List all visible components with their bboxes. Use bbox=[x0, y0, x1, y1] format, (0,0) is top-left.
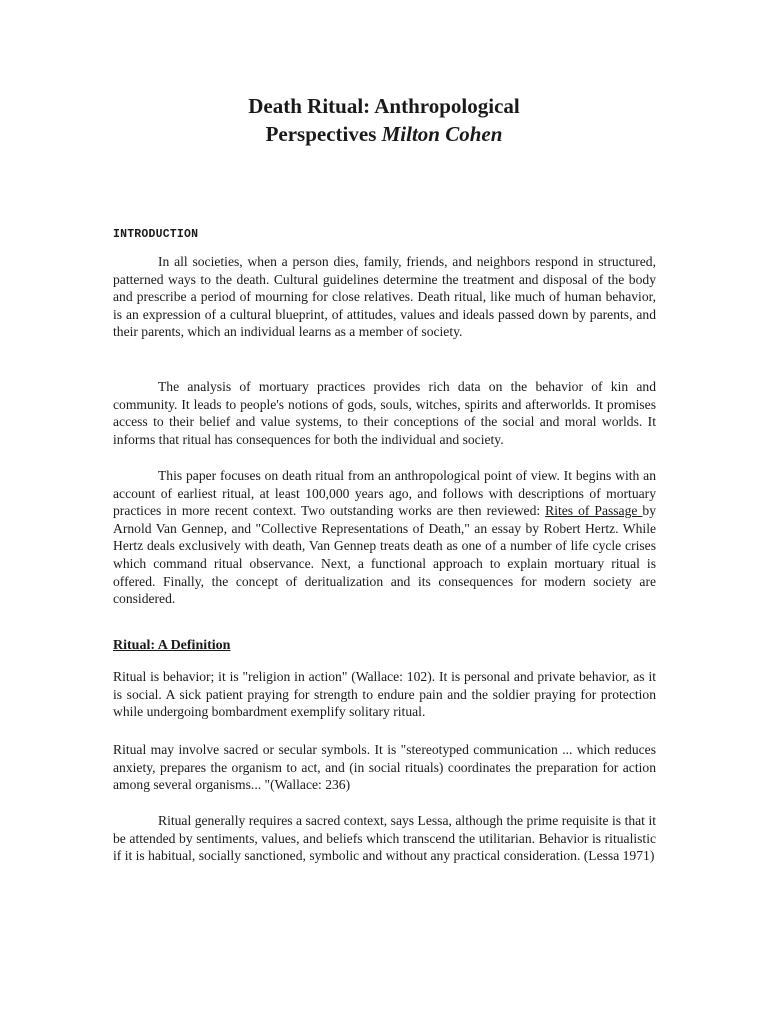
paragraph-3 bbox=[113, 467, 656, 608]
ritual-definition-heading: Ritual: A Definition bbox=[113, 638, 231, 653]
document-title bbox=[0, 92, 768, 148]
paragraph-1: In all societies, when a person dies, family, friends, and neighbors respond in structured, patterned ways to the death. Cultural guidelines determine the treatment and disposal of the body and prescribe a period of mourning for close relatives. Death ritual, like much of human behavior, is an expression of a cultural blueprint, of attitudes, values and ideals passed down by parents, and their parents, which an individual learns as a member of society. bbox=[113, 254, 656, 340]
paragraph-4: Ritual is behavior; it is "religion in action" (Wallace: 102). It is personal and private behavior, as it is social. A sick patient praying for strength to endure pain and the soldier praying for protection while undergoing bombardment exemplify solitary ritual. bbox=[113, 669, 656, 720]
rites-of-passage-title: Rites of Passage bbox=[545, 503, 643, 519]
paragraph-6: Ritual generally requires a sacred context, says Lessa, although the prime requisite is that it be attended by sentiments, values, and beliefs which transcend the utilitarian. Behavior is ritualistic if it is habitual, socially sanctioned, symbolic and without any practical consideration. (Lessa 1971) bbox=[113, 813, 656, 864]
title-line-2 bbox=[0, 120, 768, 148]
introduction-heading: INTRODUCTION bbox=[113, 228, 199, 241]
paragraph-5: Ritual may involve sacred or secular symbols. It is "stereotyped communication ... which reduces anxiety, prepares the organism to act, and (in social rituals) coordinates the preparation for action among several organisms... "(Wallace: 236) bbox=[113, 742, 656, 793]
title-line-1: Death Ritual: Anthropological bbox=[248, 94, 520, 118]
title-prefix: Perspectives bbox=[265, 122, 382, 146]
title-author: Milton Cohen bbox=[381, 122, 503, 146]
paragraph-3-part-a: This paper focuses on death ritual from an anthropological point of view. It begins with an account of earliest ritual, at least 100,000 years ago, and follows with descriptions of mortuary practices in more recent context. Two outstanding works are then reviewed: bbox=[113, 468, 656, 519]
paragraph-3-part-b: by Arnold Van Gennep, and "Collective Representations of Death," an essay by Robert Hertz. While Hertz deals exclusively with death, Van Gennep treats death as one of a number of life cycle crises which command ritual observance. Next, a functional approach to explain mortuary ritual is offered. Finally, the concept of deritualization and its consequences for modern society are considered. bbox=[113, 503, 656, 607]
paragraph-2: The analysis of mortuary practices provides rich data on the behavior of kin and community. It leads to people's notions of gods, souls, witches, spirits and afterworlds. It promises access to their belief and value systems, to their conceptions of the social and moral worlds. It informs that ritual has consequences for both the individual and society. bbox=[113, 379, 656, 447]
